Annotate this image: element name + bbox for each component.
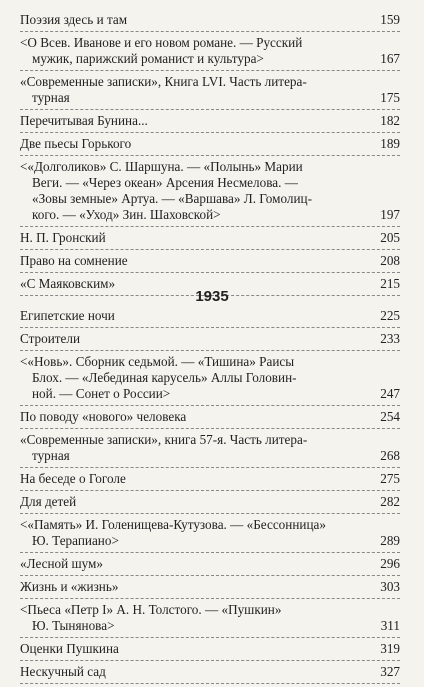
toc-entry[interactable]	[20, 409, 400, 425]
toc-entry-title-line: Право на сомнение	[20, 253, 128, 268]
toc-entry[interactable]	[20, 230, 400, 246]
toc-entry[interactable]	[20, 556, 400, 572]
toc-entry-title-line: «Современные записки», Книга LVI. Часть литера-	[20, 74, 307, 89]
toc-page-number: 247	[380, 386, 400, 401]
toc-entry[interactable]	[20, 74, 400, 106]
toc-entry-title-line: Строители	[20, 331, 81, 346]
year-heading: 1935	[195, 288, 229, 305]
toc-entry-title-line: Перечитывая Бунина...	[20, 113, 148, 128]
toc-entry[interactable]	[20, 159, 400, 223]
toc-entry-title-line: <«Память» И. Голенищева-Кутузова. — «Бессонница»	[20, 517, 326, 532]
toc-entry-title-line: Египетские ночи	[20, 308, 115, 323]
toc-page-number: 167	[380, 51, 400, 66]
toc-page-number: 182	[380, 113, 400, 128]
toc-entry[interactable]	[20, 432, 400, 464]
toc-entry-title-line: турная	[32, 90, 70, 105]
toc-entry-title-line: <«Долголиков» С. Шаршуна. — «Полынь» Марии	[20, 159, 303, 174]
entry-divider	[20, 552, 400, 553]
toc-page-number: 282	[380, 494, 400, 509]
toc-entry-title-line: ной. — Сонет о России>	[32, 386, 171, 401]
toc-entry-title-line: <О Всев. Иванове и его новом романе. — Русский	[20, 35, 303, 50]
toc-entry-title-line: Нескучный сад	[20, 664, 106, 679]
entry-divider	[20, 272, 400, 273]
toc-section-1935	[20, 308, 400, 687]
entry-divider	[20, 31, 400, 32]
toc-entry-title-line: Для детей	[20, 494, 77, 509]
entry-divider	[20, 155, 400, 156]
entry-divider	[20, 226, 400, 227]
toc-entry-title-line: На беседе о Гоголе	[20, 471, 126, 486]
entry-divider	[20, 467, 400, 468]
toc-entry-title-line: Две пьесы Горького	[20, 136, 132, 151]
toc-entry[interactable]	[20, 113, 400, 129]
toc-entry-title-line: «Лесной шум»	[20, 556, 104, 571]
toc-page-number: 159	[380, 12, 400, 27]
entry-divider	[20, 575, 400, 576]
toc-entry[interactable]	[20, 354, 400, 402]
toc-page-number: 268	[380, 448, 400, 463]
toc-page-number: 175	[380, 90, 400, 105]
entry-divider	[20, 70, 400, 71]
toc-entry-title-line: турная	[32, 448, 70, 463]
toc-page-number: 319	[380, 641, 400, 656]
toc-page-number: 233	[380, 331, 400, 346]
entry-divider	[20, 249, 400, 250]
toc-entry[interactable]	[20, 35, 400, 67]
toc-entry-title-line: Оценки Пушкина	[20, 641, 119, 656]
toc-entry-title-line: «Зовы земные» Артуа. — «Варшава» Л. Гомолиц-	[32, 191, 312, 206]
entry-divider	[20, 513, 400, 514]
toc-entry[interactable]	[20, 494, 400, 510]
toc-entry[interactable]	[20, 136, 400, 152]
entry-divider	[20, 327, 400, 328]
toc-entry-title-line: «Современные записки», книга 57-я. Часть литера-	[20, 432, 308, 447]
toc-entry-title-line: По поводу «нового» человека	[20, 409, 187, 424]
toc-entry-title-line: Н. П. Гронский	[20, 230, 106, 245]
toc-entry-title-line: Веги. — «Через океан» Арсения Несмелова. —	[32, 175, 298, 190]
entry-divider	[20, 405, 400, 406]
toc-entry-title-line: Поэзия здесь и там	[20, 12, 128, 27]
toc-page-number: 275	[380, 471, 400, 486]
entry-divider	[20, 109, 400, 110]
toc-page-number: 225	[380, 308, 400, 323]
entry-divider	[20, 132, 400, 133]
toc-entry-title-line: кого. — «Уход» Зин. Шаховской>	[32, 207, 221, 222]
entry-divider	[20, 637, 400, 638]
toc-entry-title-line: Ю. Тынянова>	[32, 618, 115, 633]
toc-entry[interactable]	[20, 579, 400, 595]
entry-divider	[20, 490, 400, 491]
toc-page-number: 197	[380, 207, 400, 222]
toc-page-number: 254	[380, 409, 400, 424]
toc-page-number: 215	[380, 276, 400, 291]
toc-entry-title-line: «С Маяковским»	[20, 276, 116, 291]
toc-entry[interactable]	[20, 641, 400, 657]
toc-entry-title-line: <«Новь». Сборник седьмой. — «Тишина» Раисы	[20, 354, 295, 369]
entry-divider	[20, 428, 400, 429]
toc-entry[interactable]	[20, 253, 400, 269]
toc-entry[interactable]	[20, 12, 400, 28]
toc-entry-title-line: Блох. — «Лебединая карусель» Аллы Головин-	[32, 370, 297, 385]
toc-entry[interactable]	[20, 517, 400, 549]
toc-entry-title-line: мужик, парижский романист и культура>	[32, 51, 264, 66]
entry-divider	[20, 660, 400, 661]
toc-page-number: 205	[380, 230, 400, 245]
toc-section-1934	[20, 12, 400, 299]
entry-divider	[20, 598, 400, 599]
toc-page-number: 208	[380, 253, 400, 268]
toc-page-number: 296	[380, 556, 400, 571]
toc-entry-title-line: <Пьеса «Петр I» А. Н. Толстого. — «Пушкин»	[20, 602, 282, 617]
toc-entry[interactable]	[20, 664, 400, 680]
entry-divider	[20, 350, 400, 351]
entry-divider	[20, 683, 400, 684]
toc-entry[interactable]	[20, 308, 400, 324]
toc-entry-title-line: Жизнь и «жизнь»	[20, 579, 119, 594]
toc-entry-title-line: Ю. Терапиано>	[32, 533, 119, 548]
toc-page-number: 289	[380, 533, 400, 548]
toc-page-number: 303	[380, 579, 400, 594]
toc-entry[interactable]	[20, 471, 400, 487]
toc-page-number: 189	[380, 136, 400, 151]
toc-entry[interactable]	[20, 602, 400, 634]
toc-entry[interactable]	[20, 331, 400, 347]
toc-page-number: 327	[380, 664, 400, 679]
toc-page-number: 311	[380, 618, 400, 633]
